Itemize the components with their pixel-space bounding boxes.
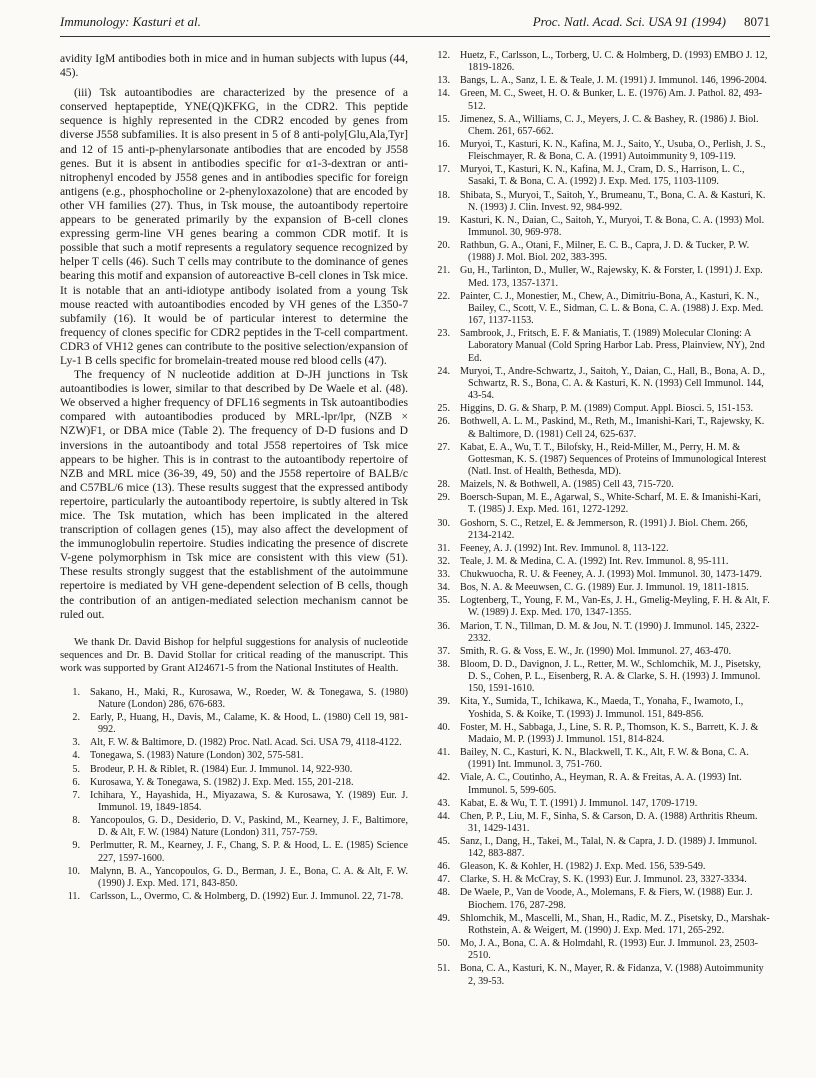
reference-text: Bailey, N. C., Kasturi, K. N., Blackwell, T. K., Alt, F. W. & Bona, C. A. (1991) Int. Immunol. 3, 751-760. — [460, 747, 749, 771]
reference-text: Carlsson, L., Overmo, C. & Holmberg, D. (1992) Eur. J. Immunol. 22, 71-78. — [90, 890, 404, 902]
running-header — [60, 14, 770, 34]
reference-number: 9. — [72, 840, 80, 852]
reference-number: 41. — [437, 747, 450, 758]
reference-number: 29. — [437, 492, 450, 504]
reference-number: 37. — [437, 645, 450, 657]
reference-number: 26. — [437, 416, 450, 428]
reference-text: Sambrook, J., Fritsch, E. F. & Maniatis, T. (1989) Molecular Cloning: A Laboratory Manual (Cold Spring Harbor Lab. Press, Plainview, NY), 2nd Ed. — [460, 328, 765, 364]
reference-text: Foster, M. H., Sabbaga, J., Line, S. R. P., Thomson, K. S., Barrett, K. J. & Madaio, M. P. (1993) J. Immunol. 151, 814-824. — [460, 721, 759, 745]
reference-text: Higgins, D. G. & Sharp, P. M. (1989) Comput. Appl. Biosci. 5, 151-153. — [460, 403, 754, 415]
reference-number: 40. — [437, 721, 450, 733]
reference-item — [430, 887, 770, 911]
reference-number: 48. — [437, 887, 450, 899]
reference-number: 4. — [72, 750, 80, 762]
reference-number: 51. — [437, 963, 450, 975]
reference-number: 2. — [72, 712, 80, 724]
reference-number: 15. — [437, 113, 450, 125]
reference-text: Mo, J. A., Bona, C. A. & Holmdahl, R. (1993) Eur. J. Immunol. 23, 2503-2510. — [460, 938, 759, 962]
reference-text: Clarke, S. H. & McCray, S. K. (1993) Eur. J. Immunol. 23, 3327-3334. — [460, 874, 747, 886]
reference-text: Kita, Y., Sumida, T., Ichikawa, K., Maeda, T., Yonaha, F., Iwamoto, I., Yoshida, S. & Koike, T. (1993) J. Immunol. 151, 849-856. — [460, 696, 744, 720]
reference-text: Tonegawa, S. (1983) Nature (London) 302, 575-581. — [90, 750, 304, 762]
reference-number: 10. — [67, 865, 80, 877]
reference-number: 7. — [72, 789, 80, 801]
reference-number: 23. — [437, 328, 450, 340]
reference-item — [430, 722, 770, 746]
reference-text: Early, P., Huang, H., Davis, M., Calame, K. & Hood, L. (1980) Cell 19, 981-992. — [90, 712, 408, 736]
reference-item — [430, 836, 770, 860]
reference-item — [60, 777, 408, 789]
reference-number: 42. — [437, 772, 450, 784]
reference-number: 25. — [437, 403, 450, 415]
reference-text: Kabat, E. A., Wu, T. T., Bilofsky, H., Reid-Miller, M., Perry, H. M. & Gottesman, K. S. (1987) Sequences of Proteins of Immunological Interest (Natl. Inst. of Health, Bethesda, MD). — [460, 441, 767, 478]
reference-text: Sanz, I., Dang, H., Takei, M., Talal, N. & Capra, J. D. (1989) J. Immunol. 142, 883-887. — [460, 835, 758, 860]
body-paragraph: (iii) Tsk autoantibodies are characterized by the presence of a conserved heptapeptide, YNE(Q)KFKG, in the CDR2. This peptide sequence is highly represented in the CDR2 encoded by genes from diverse J558 subfamilies. It is also present in 5 of 8 anti-poly[Glu,Ala,Tyr] and 12 of 15 anti-p-phenylarsonate antibodies that are encoded by J558 genes. But it is absent in antibodies specific for α1-3-dextran or anti-nitrophenyl encoded by J558 genes and in antibodies specific for foreign antigens (e.g., phosphocholine or 2-phenyloxazolone) that are encoded by other VH families (27). Thus, in Tsk mouse, the autoantibody repertoire appears to be generated primarily by the expansion of B-cell clones expressing germ-line VH genes bearing a common CDR motif. It is possible that such a motif represents a regulatory sequence recognized by helper T cells (46). Such T cells may contribute to the dominance of genes bearing this motif and expansion of autoreactive B-cell clones in Tsk mice. It is notable that an anti-idiotype antibody isolated from a young Tsk mouse reacted with autoantibodies encoded by VH genes of the L350-7 subfamily (16). It would be of particular interest to determine the frequency of clones specific for CDR2 peptides in the T-cell compartment. CDR3 of VH12 genes can contribute to the positive selection/expansion of Ly-1 B cells specific for bromelain-treated mouse red blood cells (47). — [60, 86, 408, 367]
reference-item — [60, 790, 408, 814]
reference-text: Muryoi, T., Kasturi, K. N., Kafina, M. J., Saito, Y., Usuba, O., Perlish, J. S., Fleischmayer, R. & Bona, C. A. (1991) Autoimmunity 9, 109-119. — [460, 138, 766, 163]
reference-item — [430, 913, 770, 937]
reference-number: 45. — [437, 835, 450, 847]
left-column — [60, 52, 408, 904]
body-paragraph: The frequency of N nucleotide addition at D-JH junctions in Tsk autoantibodies is lower, similar to that described by De Waele et al. (48). We observed a higher frequency of DFL16 segments in Tsk autoantibodies compared with autoantibodies produced by MRL-lpr/lpr, (NZB × NZW)F1, or DBA mice (Table 2). The frequency of D-D fusions and D inversions in the autoantibody and total J558 repertoires of Tsk mice appears to be higher. This is in contrast to the autoantibody repertoire of NZB and MRL mice (36-39, 49, 50) and the J558 repertoire of BALB/c and C57BL/6 mice (13). These results suggest that the expressed antibody repertoire, particularly the autoantibody repertoire, is subtly altered in Tsk mice. The Tsk mutation, which has been implicated in the altered transcription of collagen genes (15), may also affect the development of the immunoglobulin repertoire. Studies indicating the presence of discrete V-gene polymorphism in Tsk mice are consistent with this view (51). These results strongly suggest that the establishment of the autoimmune repertoire is mediated by VH gene-dependent selection of B cells, though the contribution of an antigen-mediated selection mechanism cannot be ruled out. — [60, 368, 408, 621]
reference-number: 6. — [72, 776, 80, 788]
reference-item — [430, 595, 770, 619]
reference-number: 49. — [437, 912, 450, 924]
reference-number: 8. — [72, 815, 80, 827]
reference-item — [430, 416, 770, 440]
reference-number: 3. — [72, 737, 80, 749]
reference-item — [430, 659, 770, 696]
reference-text: Kurosawa, Y. & Tonegawa, S. (1982) J. Exp. Med. 155, 201-218. — [90, 776, 354, 788]
running-title: Immunology: Kasturi et al. — [60, 14, 201, 29]
reference-number: 11. — [67, 890, 80, 902]
reference-item — [430, 569, 770, 581]
reference-item — [430, 240, 770, 264]
reference-text: Alt, F. W. & Baltimore, D. (1982) Proc. Natl. Acad. Sci. USA 79, 4118-4122. — [90, 737, 402, 749]
reference-list-right — [430, 50, 770, 988]
header-rule — [60, 36, 770, 37]
reference-number: 14. — [437, 88, 450, 100]
reference-text: Viale, A. C., Coutinho, A., Heyman, R. A. & Freitas, A. A. (1993) Int. Immunol. 5, 599-605. — [460, 772, 742, 796]
reference-number: 19. — [437, 214, 450, 226]
reference-item — [430, 75, 770, 87]
reference-text: Feeney, A. J. (1992) Int. Rev. Immunol. 8, 113-122. — [460, 542, 669, 554]
reference-item — [430, 403, 770, 415]
reference-text: Malynn, B. A., Yancopoulos, G. D., Berman, J. E., Bona, C. A. & Alt, F. W. (1990) J. Exp. Med. 171, 843-850. — [90, 865, 408, 889]
reference-item — [60, 840, 408, 864]
reference-number: 39. — [437, 696, 450, 708]
reference-item — [430, 582, 770, 594]
reference-text: Teale, J. M. & Medina, C. A. (1992) Int. Rev. Immunol. 8, 95-111. — [460, 555, 729, 567]
reference-number: 13. — [437, 75, 450, 87]
reference-item — [430, 190, 770, 214]
reference-text: Yancopoulos, G. D., Desiderio, D. V., Paskind, M., Kearney, J. F., Baltimore, D. & Alt, F. W. (1984) Nature (London) 311, 757-759. — [90, 815, 408, 839]
reference-text: Muryoi, T., Kasturi, K. N., Kafina, M. J., Cram, D. S., Harrison, L. C., Sasaki, T. & Bona, C. A. (1992) J. Exp. Med. 175, 1103-1109. — [460, 164, 745, 188]
reference-text: Boersch-Supan, M. E., Agarwal, S., White-Scharf, M. E. & Imanishi-Kari, T. (1985) J. Exp. Med. 161, 1272-1292. — [460, 492, 761, 516]
reference-number: 43. — [437, 797, 450, 809]
reference-number: 27. — [437, 441, 450, 453]
reference-text: Perlmutter, R. M., Kearney, J. F., Chang, S. P. & Hood, L. E. (1985) Science 227, 1597-1600. — [90, 840, 408, 864]
reference-number: 21. — [437, 265, 450, 277]
reference-item — [430, 139, 770, 163]
reference-number: 33. — [437, 569, 450, 581]
reference-item — [430, 772, 770, 796]
reference-number: 47. — [437, 874, 450, 886]
body-paragraph: avidity IgM antibodies both in mice and in human subjects with lupus (44, 45). — [60, 52, 408, 80]
reference-number: 35. — [437, 595, 450, 607]
reference-item — [430, 798, 770, 810]
reference-number: 31. — [437, 542, 450, 554]
reference-text: Gu, H., Tarlinton, D., Muller, W., Rajewsky, K. & Forster, I. (1991) J. Exp. Med. 173, 1357-1371. — [460, 265, 763, 289]
reference-item — [430, 621, 770, 645]
reference-number: 44. — [437, 810, 450, 822]
reference-text: Bloom, D. D., Davignon, J. L., Retter, M. W., Schlomchik, M. J., Pisetsky, D. S., Cohen, P. L., Eisenberg, R. A. & Clarke, S. H. (1993) J. Immunol. 150, 1591-1610. — [460, 658, 761, 695]
reference-number: 50. — [437, 938, 450, 950]
reference-item — [430, 492, 770, 516]
reference-text: Green, M. C., Sweet, H. O. & Bunker, L. E. (1976) Am. J. Pathol. 82, 493-512. — [460, 88, 763, 112]
reference-item — [430, 164, 770, 188]
reference-item — [430, 114, 770, 138]
reference-text: Huetz, F., Carlsson, L., Torberg, U. C. & Holmberg, D. (1993) EMBO J. 12, 1819-1826. — [460, 50, 768, 74]
reference-number: 17. — [437, 164, 450, 176]
reference-text: Rathbun, G. A., Otani, F., Milner, E. C. B., Capra, J. D. & Tucker, P. W. (1988) J. Mol. Biol. 202, 383-395. — [460, 240, 750, 264]
reference-text: Shibata, S., Muryoi, T., Saitoh, Y., Brumeanu, T., Bona, C. A. & Kasturi, K. N. (1993) J. Clin. Invest. 92, 984-992. — [460, 189, 766, 213]
reference-item — [430, 646, 770, 658]
right-column — [430, 50, 770, 989]
reference-item — [430, 938, 770, 962]
reference-item — [430, 442, 770, 479]
reference-number: 46. — [437, 861, 450, 873]
reference-number: 34. — [437, 582, 450, 594]
reference-number: 12. — [437, 50, 450, 61]
reference-item — [430, 328, 770, 365]
reference-list-left — [60, 687, 408, 903]
reference-number: 28. — [437, 479, 450, 491]
reference-text: Shlomchik, M., Mascelli, M., Shan, H., Radic, M. Z., Pisetsky, D., Marshak-Rothstein, A. & Weigert, M. (1990) J. Exp. Med. 171, 265-292. — [460, 912, 770, 936]
reference-text: Goshorn, S. C., Retzel, E. & Jemmerson, R. (1991) J. Biol. Chem. 266, 2134-2142. — [460, 517, 748, 541]
reference-number: 30. — [437, 517, 450, 529]
reference-text: Smith, R. G. & Voss, E. W., Jr. (1990) Mol. Immunol. 27, 463-470. — [460, 645, 732, 657]
journal-name: Proc. Natl. Acad. Sci. USA 91 (1994) — [532, 14, 726, 29]
reference-text: Kabat, E. & Wu, T. T. (1991) J. Immunol. 147, 1709-1719. — [460, 797, 698, 809]
reference-item — [430, 366, 770, 403]
reference-text: Maizels, N. & Bothwell, A. (1985) Cell 43, 715-720. — [460, 479, 674, 491]
reference-text: Gleason, K. & Kohler, H. (1982) J. Exp. Med. 156, 539-549. — [460, 861, 706, 873]
reference-number: 22. — [437, 290, 450, 302]
reference-item — [60, 891, 408, 903]
reference-item — [430, 556, 770, 568]
reference-text: Bangs, L. A., Sanz, I. E. & Teale, J. M. (1991) J. Immunol. 146, 1996-2004. — [460, 75, 767, 87]
acknowledgment: We thank Dr. David Bishop for helpful suggestions for analysis of nucleotide sequences and Dr. B. David Stollar for critical reading of the manuscript. This work was supported by Grant AI24671-5 from the National Institutes of Health. — [60, 636, 408, 674]
reference-text: Logtenberg, T., Young, F. M., Van-Es, J. H., Gmelig-Meyling, F. H. & Alt, F. W. (1989) J. Exp. Med. 170, 1347-1355. — [460, 595, 770, 619]
reference-item — [430, 696, 770, 720]
reference-item — [60, 737, 408, 749]
reference-item — [430, 265, 770, 289]
reference-number: 18. — [437, 189, 450, 201]
reference-item — [430, 88, 770, 112]
page-number: 8071 — [744, 14, 770, 29]
reference-number: 24. — [437, 365, 450, 377]
reference-number: 36. — [437, 620, 450, 632]
reference-number: 1. — [72, 686, 80, 698]
reference-text: Chen, P. P., Liu, M. F., Sinha, S. & Carson, D. A. (1988) Arthritis Rheum. 31, 1429-1431. — [460, 810, 758, 834]
reference-item — [430, 543, 770, 555]
reference-text: Marion, T. N., Tillman, D. M. & Jou, N. T. (1990) J. Immunol. 145, 2322-2332. — [460, 620, 759, 644]
reference-item — [430, 50, 770, 74]
reference-text: Muryoi, T., Andre-Schwartz, J., Saitoh, Y., Daian, C., Hall, B., Bona, A. D., Schwartz, R. S., Bona, C. A. & Kasturi, K. N. (1993) Cell Immunol. 144, 43-54. — [460, 365, 765, 402]
reference-number: 20. — [437, 240, 450, 252]
reference-number: 5. — [72, 763, 80, 775]
reference-text: Chukwuocha, R. U. & Feeney, A. J. (1993) Mol. Immunol. 30, 1473-1479. — [460, 569, 762, 581]
reference-text: Bothwell, A. L. M., Paskind, M., Reth, M., Imanishi-Kari, T., Rajewsky, K. & Baltimore, D. (1981) Cell 24, 625-637. — [460, 416, 765, 440]
reference-item — [430, 874, 770, 886]
reference-item — [430, 747, 770, 771]
reference-item — [60, 866, 408, 890]
reference-number: 32. — [437, 555, 450, 567]
reference-item — [60, 712, 408, 736]
reference-text: De Waele, P., Van de Voode, A., Molemans, F. & Fiers, W. (1988) Eur. J. Biochem. 176, 287-298. — [460, 887, 753, 911]
reference-item — [60, 764, 408, 776]
journal-citation — [533, 14, 770, 30]
reference-text: Brodeur, P. H. & Riblet, R. (1984) Eur. J. Immunol. 14, 922-930. — [90, 763, 353, 775]
reference-item — [430, 963, 770, 987]
reference-text: Ichihara, Y., Hayashida, H., Miyazawa, S. & Kurosawa, Y. (1989) Eur. J. Immunol. 19, 1849-1854. — [90, 789, 408, 813]
reference-item — [430, 861, 770, 873]
reference-text: Bos, N. A. & Meeuwsen, C. G. (1989) Eur. J. Immunol. 19, 1811-1815. — [460, 582, 749, 594]
reference-text: Sakano, H., Maki, R., Kurosawa, W., Roeder, W. & Tonegawa, S. (1980) Nature (London) 286, 676-683. — [90, 686, 408, 710]
reference-number: 16. — [437, 138, 450, 150]
reference-item — [60, 750, 408, 762]
reference-number: 38. — [437, 658, 450, 670]
reference-item — [60, 815, 408, 839]
reference-text: Bona, C. A., Kasturi, K. N., Mayer, R. & Fidanza, V. (1988) Autoimmunity 2, 39-53. — [460, 963, 764, 987]
reference-item — [60, 687, 408, 711]
reference-text: Kasturi, K. N., Daian, C., Saitoh, Y., Muryoi, T. & Bona, C. A. (1993) Mol. Immunol. 30, 969-978. — [460, 214, 765, 239]
reference-text: Painter, C. J., Monestier, M., Chew, A., Dimitriu-Bona, A., Kasturi, K. N., Bailey, C., Scott, V. E., Sidman, C. L. & Bona, C. A. (1988) J. Exp. Med. 167, 1137-1153. — [460, 290, 764, 327]
reference-item — [430, 291, 770, 328]
reference-item — [430, 479, 770, 491]
reference-text: Jimenez, S. A., Williams, C. J., Meyers, J. C. & Bashey, R. (1986) J. Biol. Chem. 261, 657-662. — [460, 113, 759, 137]
reference-item — [430, 215, 770, 239]
reference-item — [430, 811, 770, 835]
reference-item — [430, 518, 770, 542]
